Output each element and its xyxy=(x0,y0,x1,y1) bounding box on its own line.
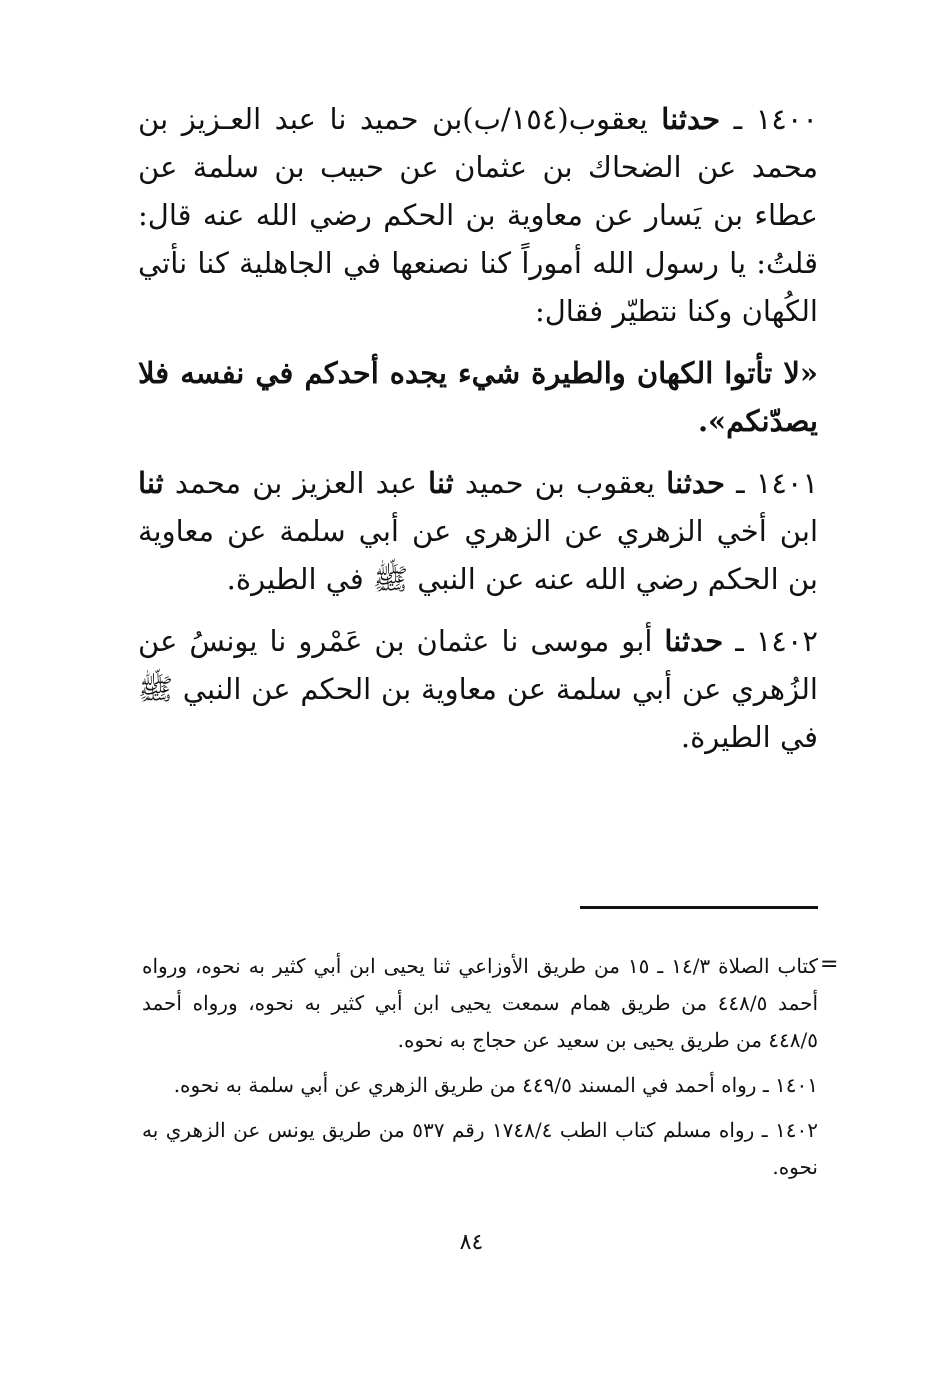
narration-lead: حدثنا xyxy=(664,624,724,658)
continuation-mark: = xyxy=(820,952,839,977)
hadith-1401 xyxy=(138,459,818,603)
footnote-1402: ١٤٠٢ ـ رواه مسلم كتاب الطب ١٧٤٨/٤ رقم ٥٣٧ من طريق يونس عن الزهري به نحوه. xyxy=(142,1118,818,1179)
hadith-text: ابن أخي الزهري عن الزهري عن أبي سلمة عن معاوية بن الحكم رضي الله عنه عن النبي ﷺ في الطيرة. xyxy=(138,514,818,596)
hadith-text: يعقوب(١٥٤/ب)بن حميد نا عبد العـزيز بن محمد عن الضحاك بن عثمان عن حبيب بن سلمة عن عطاء بن يَسار عن معاوية بن الحكم رضي الله عنه قال: قلتُ: يا رسول الله أموراً كنا نصنعها في الجاهلية كنا نأتي الكُهان وكنا نتطيّر فقال: xyxy=(138,102,818,328)
footnotes xyxy=(142,948,818,1194)
hadith-text: أبو موسى نا عثمان بن عَمْرو نا يونسُ عن الزُهري عن أبي سلمة عن معاوية بن الحكم عن النبي ﷺ في الطيرة. xyxy=(138,624,818,754)
footnote-divider xyxy=(580,906,818,909)
footnote-1401: ١٤٠١ ـ رواه أحمد في المسند ٤٤٩/٥ من طريق الزهري عن أبي سلمة به نحوه. xyxy=(173,1073,818,1097)
narration-term: ثنا xyxy=(428,466,454,500)
hadith-number: ١٤٠٢ ـ xyxy=(735,624,818,658)
footnote-continuation: كتاب الصلاة ١٤/٣ ـ ١٥ من طريق الأوزاعي ثنا يحيى ابن أبي كثير به نحوه، ورواه أحمد ٤٤٨/٥ من طريق همام سمعت يحيى ابن أبي كثير به نحوه، ورواه أحمد ٤٤٨/٥ من طريق يحيى بن سعيد عن حجاج به نحوه. xyxy=(142,954,819,1052)
hadith-1400 xyxy=(138,95,818,335)
narration-lead: حدثنا xyxy=(661,102,721,136)
narration-term: ثنا xyxy=(138,466,164,500)
main-text xyxy=(138,95,818,775)
hadith-number: ١٤٠٠ ـ xyxy=(733,102,819,136)
hadith-number: ١٤٠١ ـ xyxy=(736,466,819,500)
prophetic-quote: «لا تأتوا الكهان والطيرة شيء يجده أحدكم في نفسه فلا يصدّنكم». xyxy=(138,356,818,438)
page-number: ٨٤ xyxy=(459,1230,484,1255)
hadith-text: عبد العزيز بن محمد xyxy=(174,466,417,500)
hadith-1402 xyxy=(138,617,818,761)
narration-lead: حدثنا xyxy=(666,466,725,500)
hadith-text: يعقوب بن حميد xyxy=(464,466,655,500)
